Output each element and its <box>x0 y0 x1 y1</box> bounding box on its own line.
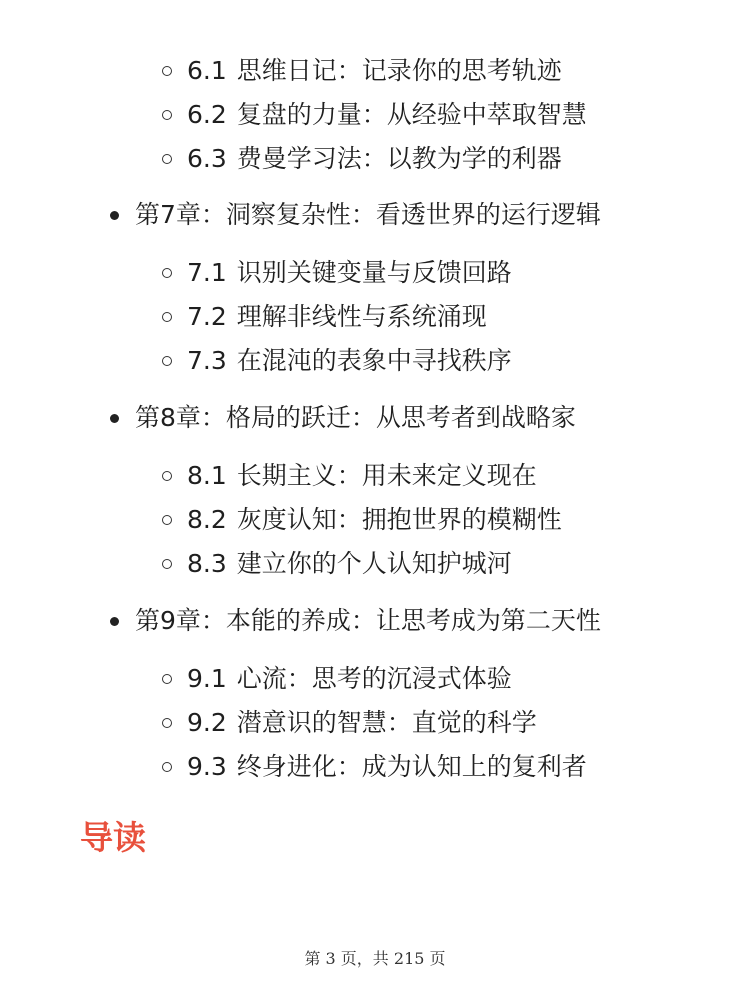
toc-section-9-2[interactable] <box>162 706 537 740</box>
toc-section-6-1[interactable] <box>162 54 562 88</box>
section-number: 9.1 <box>187 664 227 693</box>
section-number: 7.3 <box>187 346 227 375</box>
toc-section-6-2[interactable] <box>162 98 587 132</box>
section-title: 费曼学习法：以教为学的利器 <box>236 144 562 173</box>
page-footer: 第 3 页，共 215 页 <box>304 949 446 968</box>
toc-section-7-2[interactable] <box>162 300 487 334</box>
disc-bullet-icon <box>110 211 119 220</box>
circle-bullet-icon <box>162 471 172 481</box>
section-number: 6.2 <box>187 100 227 129</box>
section-title: 潜意识的智慧：直觉的科学 <box>236 708 537 737</box>
section-number: 9.3 <box>187 752 227 781</box>
chapter-title: 第8章：格局的跃迁：从思考者到战略家 <box>135 403 576 432</box>
circle-bullet-icon <box>162 762 172 772</box>
disc-bullet-icon <box>110 414 119 423</box>
toc-section-9-1[interactable] <box>162 662 512 696</box>
section-heading: 导读 <box>80 818 146 857</box>
circle-bullet-icon <box>162 268 172 278</box>
section-title: 复盘的力量：从经验中萃取智慧 <box>236 100 587 129</box>
section-title: 终身进化：成为认知上的复利者 <box>236 752 587 781</box>
toc-section-8-2[interactable] <box>162 503 562 537</box>
chapter-title: 第7章：洞察复杂性：看透世界的运行逻辑 <box>135 200 601 229</box>
section-title: 理解非线性与系统涌现 <box>236 302 487 331</box>
section-title: 在混沌的表象中寻找秩序 <box>236 346 512 375</box>
circle-bullet-icon <box>162 154 172 164</box>
circle-bullet-icon <box>162 110 172 120</box>
section-number: 8.1 <box>187 461 227 490</box>
circle-bullet-icon <box>162 66 172 76</box>
section-number: 8.2 <box>187 505 227 534</box>
toc-section-8-1[interactable] <box>162 459 537 493</box>
circle-bullet-icon <box>162 356 172 366</box>
section-title: 长期主义：用未来定义现在 <box>236 461 537 490</box>
circle-bullet-icon <box>162 515 172 525</box>
section-number: 8.3 <box>187 549 227 578</box>
section-title: 思维日记：记录你的思考轨迹 <box>236 56 562 85</box>
toc-section-8-3[interactable] <box>162 547 512 581</box>
section-number: 7.2 <box>187 302 227 331</box>
toc-chapter-7[interactable] <box>110 198 601 232</box>
section-title: 灰度认知：拥抱世界的模糊性 <box>236 505 562 534</box>
disc-bullet-icon <box>110 617 119 626</box>
toc-section-6-3[interactable] <box>162 142 562 176</box>
section-number: 9.2 <box>187 708 227 737</box>
toc-section-7-1[interactable] <box>162 256 512 290</box>
circle-bullet-icon <box>162 718 172 728</box>
toc-chapter-8[interactable] <box>110 401 576 435</box>
circle-bullet-icon <box>162 674 172 684</box>
section-title: 识别关键变量与反馈回路 <box>236 258 512 287</box>
section-number: 6.3 <box>187 144 227 173</box>
toc-section-7-3[interactable] <box>162 344 512 378</box>
toc-section-9-3[interactable] <box>162 750 587 784</box>
circle-bullet-icon <box>162 312 172 322</box>
chapter-title: 第9章：本能的养成：让思考成为第二天性 <box>135 606 601 635</box>
section-number: 7.1 <box>187 258 227 287</box>
section-number: 6.1 <box>187 56 227 85</box>
circle-bullet-icon <box>162 559 172 569</box>
toc-chapter-9[interactable] <box>110 604 601 638</box>
section-title: 建立你的个人认知护城河 <box>236 549 512 578</box>
section-title: 心流：思考的沉浸式体验 <box>236 664 512 693</box>
